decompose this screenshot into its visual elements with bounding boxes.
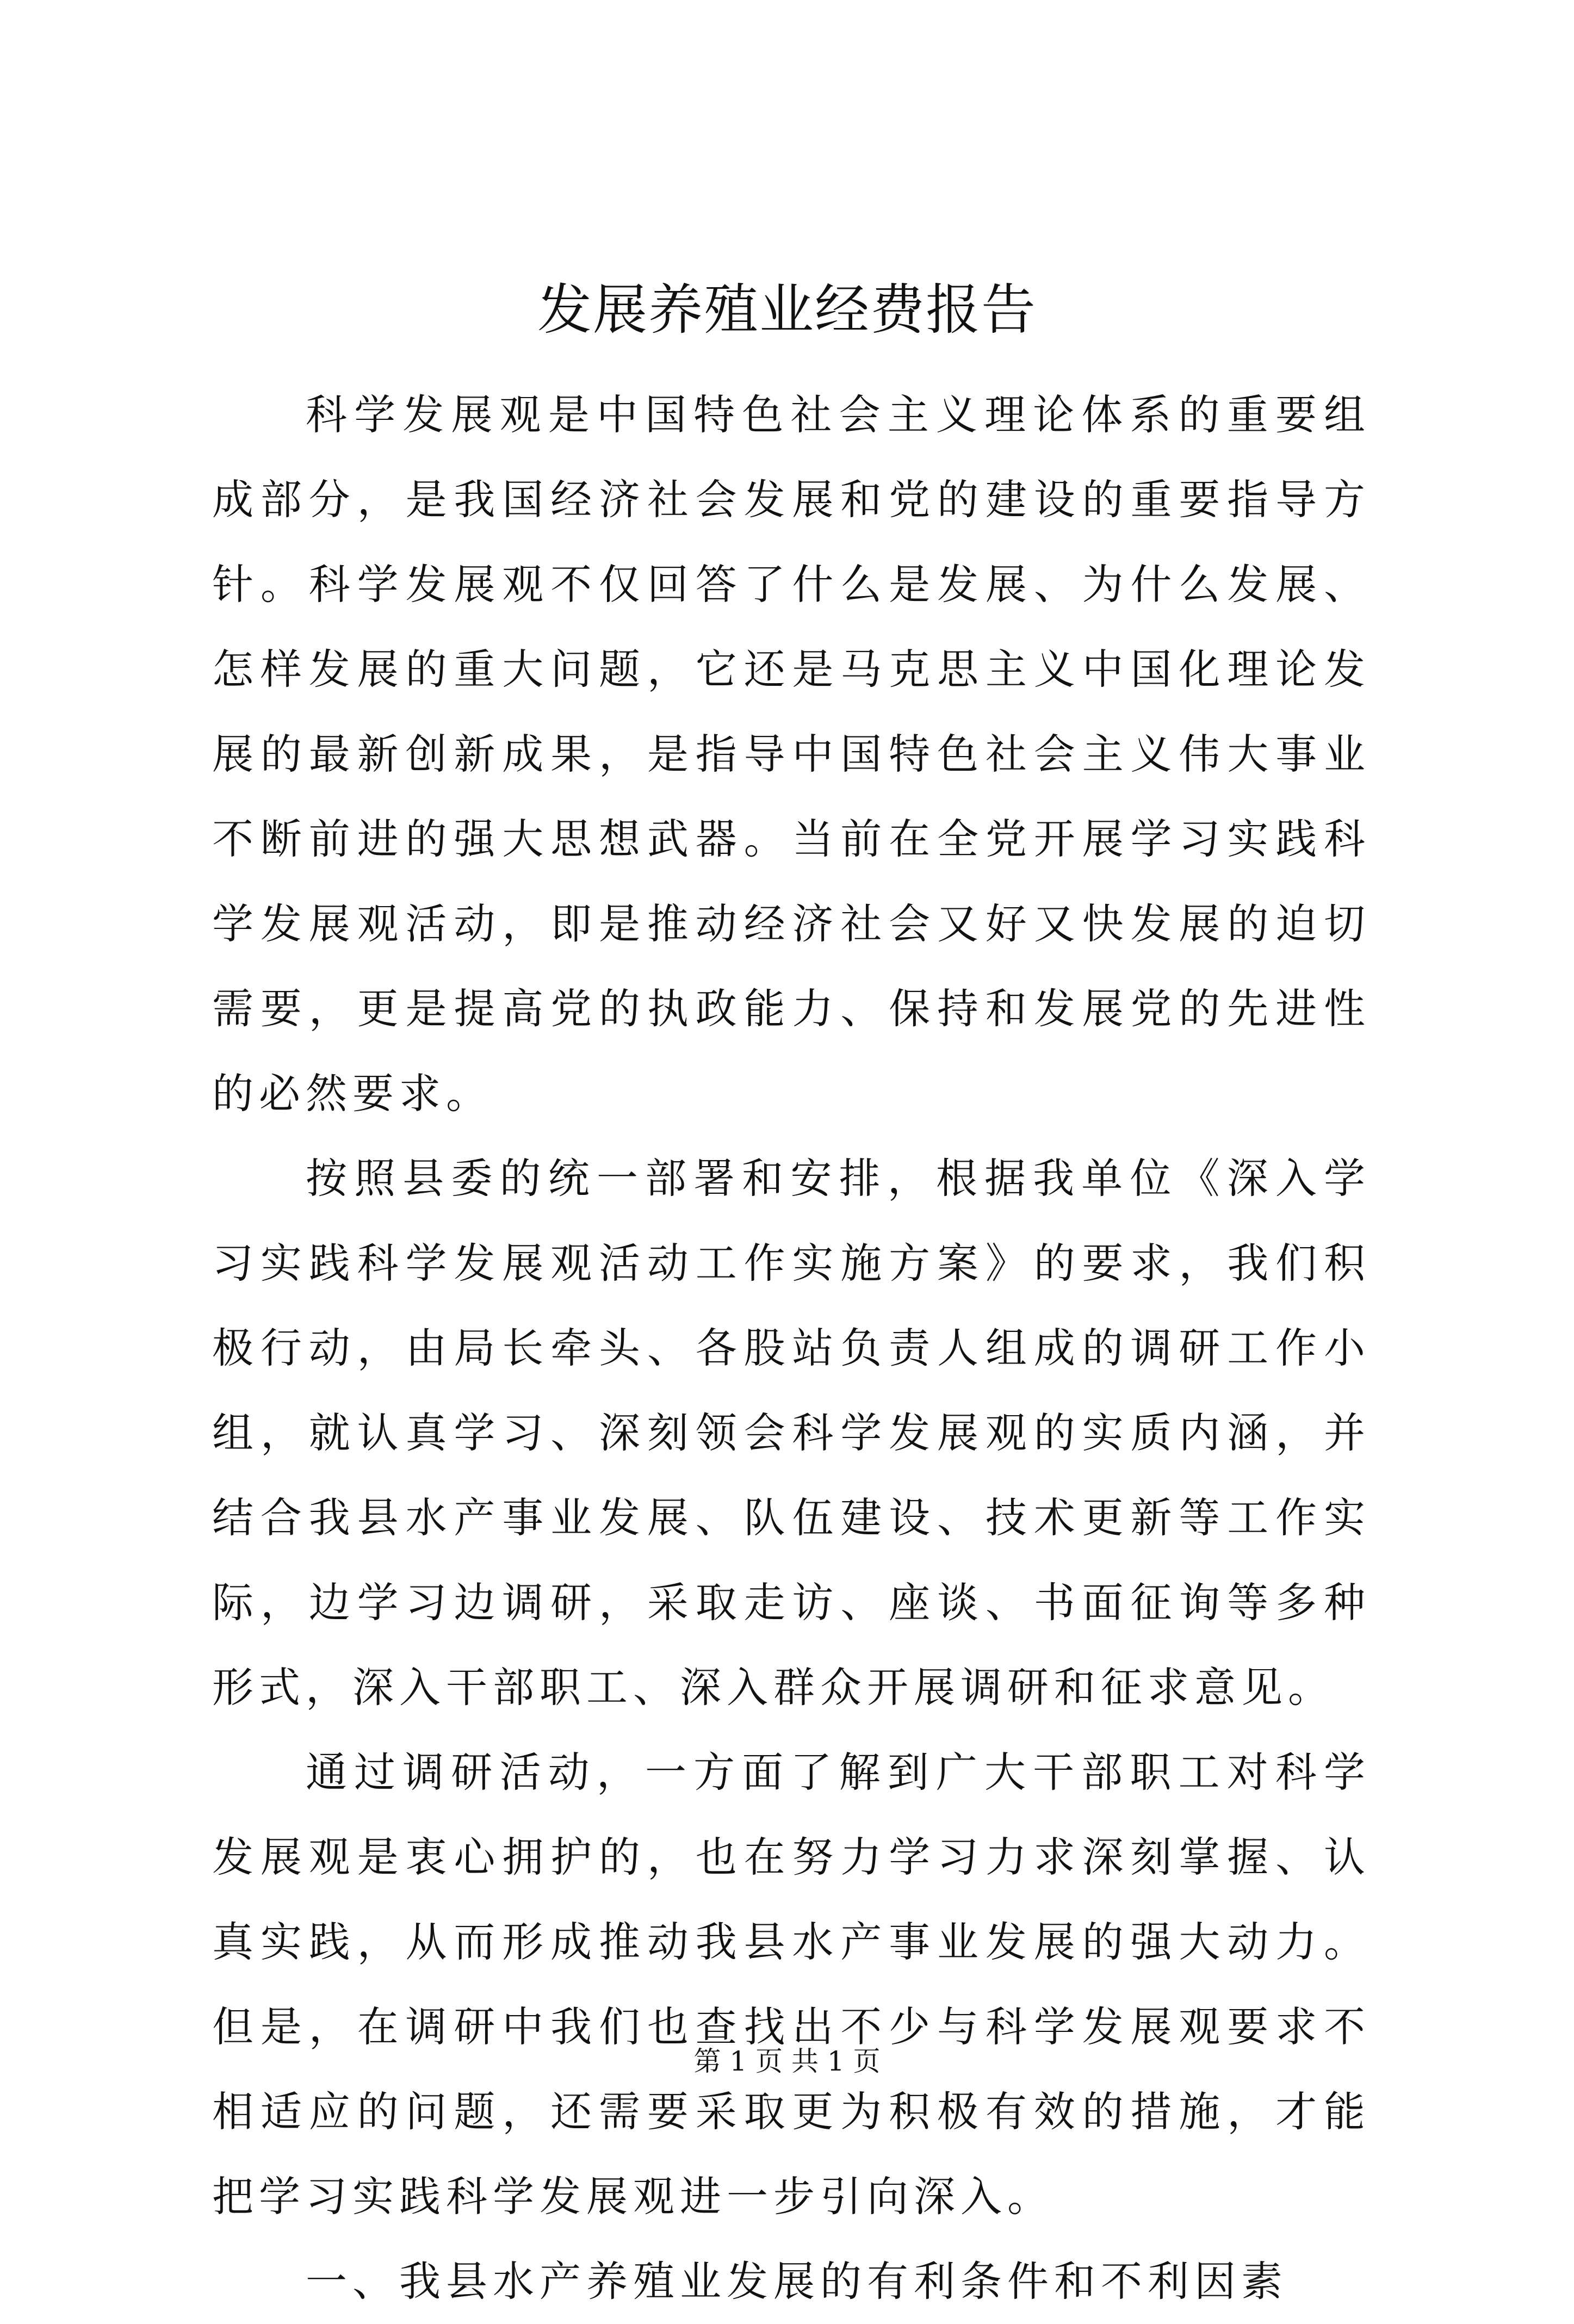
page-footer: 第 1 页 共 1 页 [693,2046,881,2077]
section-heading-1: 一、我县水产养殖业发展的有利条件和不利因素 [306,2257,1288,2306]
paragraph-intro: 科学发展观是中国特色社会主义理论体系的重要组成部分，是我国经济社会发展和党的建设的重要指导方针。科学发展观不仅回答了什么是发展、为什么发展、怎样发展的重大问题，它还是马克思主义中国化理论发展的最新创新成果，是指导中国特色社会主义伟大事业不断前进的强大思想武器。当前在全党开展学习实践科学发展观活动，即是推动经济社会又好又快发展的迫切需要，更是提高党的执政能力、保持和发展党的先进性的必然要求。 [212,391,1371,1118]
paragraph-findings: 通过调研活动，一方面了解到广大干部职工对科学发展观是衷心拥护的，也在努力学习力求深刻掌握、认真实践，从而形成推动我县水产事业发展的强大动力。但是，在调研中我们也查找出不少与科学发展观要求不相适应的问题，还需要采取更为积极有效的措施，才能把学习实践科学发展观进一步引向深入。 [212,1748,1371,2221]
document-body [212,373,1371,2324]
document-title: 发展养殖业经费报告 [537,278,1037,342]
paragraph-deployment: 按照县委的统一部署和安排，根据我单位《深入学习实践科学发展观活动工作实施方案》的要求，我们积极行动，由局长牵头、各股站负责人组成的调研工作小组，就认真学习、深刻领会科学发展观的实质内涵，并结合我县水产事业发展、队伍建设、技术更新等工作实际，边学习边调研，采取走访、座谈、书面征询等多种形式，深入干部职工、深入群众开展调研和征求意见。 [212,1154,1371,1712]
